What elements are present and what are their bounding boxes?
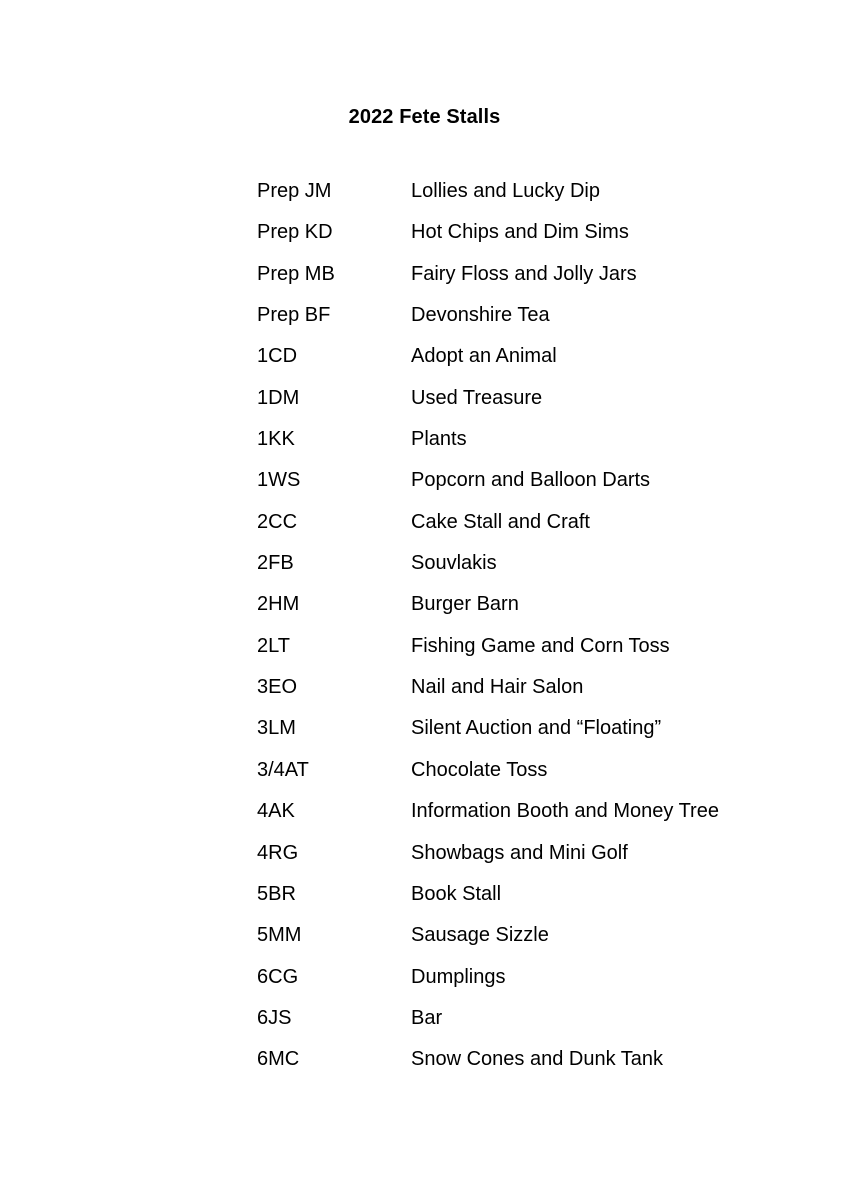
stall-name-label: Adopt an Animal — [411, 345, 557, 368]
stall-class-label: Prep JM — [257, 180, 332, 202]
stall-name-label: Dumplings — [411, 965, 506, 988]
page-title: 2022 Fete Stalls — [348, 106, 501, 128]
stall-row — [257, 1046, 817, 1087]
stall-row — [257, 1005, 817, 1046]
stall-class-label: 6JS — [257, 1006, 292, 1029]
stall-row — [257, 261, 817, 302]
stall-row — [257, 964, 817, 1005]
stall-row — [257, 633, 817, 674]
stall-class-label: 2CC — [257, 510, 298, 533]
stall-row — [257, 343, 817, 384]
stall-row — [257, 385, 817, 426]
stall-name-label: Sausage Sizzle — [411, 924, 549, 947]
stall-row — [257, 426, 817, 467]
stall-name-label: Souvlakis — [411, 552, 497, 575]
stall-row — [257, 550, 817, 591]
stall-row — [257, 757, 817, 798]
stall-row — [257, 674, 817, 715]
stall-row — [257, 178, 817, 219]
stall-row — [257, 467, 817, 508]
stall-name-label: Plants — [411, 428, 467, 451]
stall-class-label: 3/4AT — [257, 758, 309, 781]
stall-class-label: 4AK — [257, 800, 295, 823]
stall-name-label: Fairy Floss and Jolly Jars — [411, 262, 637, 285]
stall-name-label: Bar — [411, 1006, 443, 1029]
stall-list — [257, 178, 817, 1088]
stall-row — [257, 219, 817, 260]
stall-row — [257, 798, 817, 839]
stall-row — [257, 302, 817, 343]
stall-class-label: 1WS — [257, 469, 301, 492]
stall-class-label: 3LM — [257, 717, 296, 740]
stall-name-label: Popcorn and Balloon Darts — [411, 469, 651, 492]
stall-class-label: 5MM — [257, 924, 302, 947]
stall-name-label: Devonshire Tea — [411, 304, 550, 327]
stall-row — [257, 715, 817, 756]
stall-class-label: 6MC — [257, 1048, 300, 1071]
stall-class-label: Prep KD — [257, 221, 333, 244]
stall-name-label: Snow Cones and Dunk Tank — [411, 1048, 664, 1071]
stall-name-label: Burger Barn — [411, 593, 519, 616]
stall-class-label: 2FB — [257, 552, 294, 575]
stall-name-label: Showbags and Mini Golf — [411, 841, 628, 864]
stall-name-label: Silent Auction and “Floating” — [411, 717, 662, 740]
stall-class-label: Prep MB — [257, 262, 335, 285]
stall-row — [257, 881, 817, 922]
stall-name-label: Lollies and Lucky Dip — [411, 180, 600, 202]
stall-class-label: 1KK — [257, 428, 295, 451]
stall-class-label: 3EO — [257, 676, 298, 699]
stall-class-label: 2LT — [257, 634, 290, 657]
stall-class-label: Prep BF — [257, 304, 331, 327]
stall-row — [257, 922, 817, 963]
stall-name-label: Cake Stall and Craft — [411, 510, 590, 533]
stall-class-label: 6CG — [257, 965, 299, 988]
stall-row — [257, 509, 817, 550]
stall-class-label: 5BR — [257, 882, 296, 905]
stall-name-label: Nail and Hair Salon — [411, 676, 584, 699]
stall-row — [257, 591, 817, 632]
stall-class-label: 1CD — [257, 345, 298, 368]
stall-name-label: Chocolate Toss — [411, 758, 548, 781]
stall-name-label: Fishing Game and Corn Toss — [411, 634, 670, 657]
stall-name-label: Hot Chips and Dim Sims — [411, 221, 629, 244]
stall-row — [257, 840, 817, 881]
stall-name-label: Information Booth and Money Tree — [411, 800, 719, 823]
stall-name-label: Book Stall — [411, 882, 502, 905]
stall-class-label: 1DM — [257, 386, 300, 409]
stall-class-label: 4RG — [257, 841, 299, 864]
stall-name-label: Used Treasure — [411, 386, 543, 409]
stall-class-label: 2HM — [257, 593, 300, 616]
